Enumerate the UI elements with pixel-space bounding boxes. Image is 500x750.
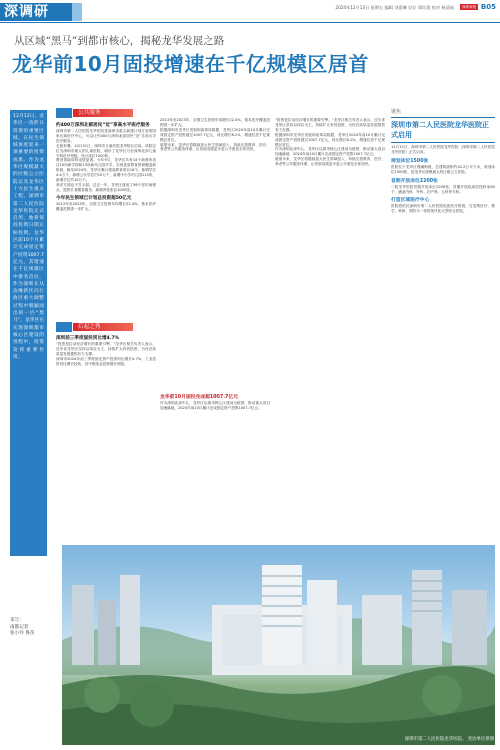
sidebar-paragraph: 二院龙华医院首期开放床位2200张，首期开放临床医技科室65个，涵盖内科、外科、妇产科、儿科等专科。	[391, 184, 495, 194]
masthead-rule	[0, 22, 500, 23]
sidebar-title: 深圳市第二人民医院龙华医院正式启用	[391, 121, 489, 139]
column-2	[160, 118, 270, 152]
paragraph: 教育领域同样成绩显著。今年9月，龙华区共有14个新教育项目10所新学校和13所新幼儿园开学，实现优质教育资源覆盖新阶段。截至2024年，龙华区累计建成教育项目16个，新增学位4.4万个，新增公办学位约10万个，新增中小学幼儿园115所，新增学位约10万个。	[56, 158, 156, 183]
page-number: B05	[480, 3, 496, 11]
paragraph: “投资是拉动经济增长的重要引擎。”龙华区相关负责人表示，近年来龙华区坚持以项目为王，持续扩大有效投资，为经济高质量发展提供有力支撑。	[56, 342, 156, 356]
subhead: 龙华前10月固投完成超1007.7亿元	[160, 395, 238, 400]
paragraph: 展望未来，龙华区将继续加大民生领域投入，持续完善教育、医疗、养老等公共服务体系，让发展成果更多更公平惠及全体居民。	[160, 142, 270, 152]
sidebar-rule	[391, 117, 495, 118]
commentary-text: 12月12日，龙华区一改昨日投资的重要区域。在民生领域再度迎来一项重要的投资成果。作为龙华区规模最大的区级公立医院以及龙华区十大民生重点工程，深圳市第二人民医院龙华医院正式启用，地将保持投资日期正标投资。龙华区前10个月累计完成固定资产投资1007.7亿元，其增速在千亿规模区中排名首位，作为深圳在从边缘新区向行政区重大调整过程中脱颖而出的一匹“黑马”，龙华区在实现深圳都市核心区建设的进程中，投资发挥重要作用。	[13, 114, 44, 360]
sidebar-rule	[391, 142, 495, 143]
paragraph: “投资是拉动经济增长的重要引擎。”龙华区相关负责人表示，近年来龙华区坚持以项目为王，持续扩大有效投资，为经济高质量发展提供有力支撑。	[275, 118, 385, 132]
bylines	[10, 618, 34, 638]
paragraph: 根据深圳市龙华区发展和改革局数据，龙华区2024年前10月累计完成固定资产投资超过1007.7亿元，同比增长8.1%，增速位居千亿规模区首位。	[275, 132, 385, 147]
sidebar-label: 聚焦	[391, 109, 402, 115]
section-label: 公共服务	[78, 110, 101, 116]
paragraph: 根据深圳市龙华区发展和改革局数据，龙华区2024年前10月累计完成固定资产投资超过1007.7亿元，同比增长8.1%，增速位居千亿规模区首位。	[160, 127, 270, 142]
paragraph: 深圳市第二人民医院龙华医院是深圳市重点新建计划打造的国家区域医疗中心，可以让约400万深圳北部居民“近”享高水平医疗服务。	[56, 129, 156, 143]
sidebar-subhead: 首期开放床位2200张	[391, 178, 438, 184]
subhead: 今年民生领域已计划总投资超50亿元	[56, 195, 132, 201]
paper-tag: 深圳商报	[461, 5, 477, 9]
byline-line: 南都记者	[10, 624, 29, 630]
subhead: 深圳前三季度固投同比增4.7%	[56, 336, 120, 341]
section-header-gov	[56, 108, 156, 118]
commentary-box	[10, 110, 47, 556]
sidebar-paragraph: 医院位于龙华区观澜街道，总建筑面积约42.2万平方米，规划床位1500张，是龙华区规模最大的区级公立医院。	[391, 164, 495, 174]
paragraph: 2013年至2023年，全国卫生投资年均增长22.4%，基本医疗覆盖范围进一步扩大。	[56, 201, 156, 211]
paragraph: 无独有偶，10月31日，深圳市儿童医院龙华院区启用。该院定位为深圳市最大的儿童医院，填补了龙华区乃至深圳北部儿童专科医疗短板，设计床位1000张。	[56, 143, 156, 158]
kicker: 从区域“黑马”到都市核心，揭秘龙华发展之路	[14, 35, 225, 47]
paragraph: 2013年至2023年，全国卫生投资年均增长22.4%，基本医疗覆盖范围进一步扩大。	[160, 118, 270, 127]
subhead: 约400万深圳北部居民“近”享高水平医疗服务	[56, 123, 150, 128]
sidebar-intro: 12月12日，深圳市第二人民医院龙华医院（深圳市第二人民医院龙华医院）正式启用。	[391, 145, 495, 154]
section-label: 后起之秀	[78, 324, 101, 330]
paragraph: 养老方面也不甘示弱。过去一年，龙华区建成了56个老年助餐点，提供长者膳食服务，新增养老床位1000张。	[56, 182, 156, 192]
photo-caption: 深圳市第二人民医院龙华医院。 受访单位供图	[404, 737, 494, 742]
paragraph: 深圳市2024年前三季度固定资产投资同比增长4.7%，工业投资同比增长较快，其中制造业投资增长明显。	[56, 356, 156, 366]
column-3	[275, 118, 385, 167]
column-1	[56, 123, 156, 212]
byline-line: 采写：	[10, 618, 24, 623]
sidebar-subhead: 打造区域医疗中心	[391, 198, 430, 204]
byline-line: 张小玲 鲁苗	[10, 631, 35, 637]
paragraph: 展望未来，龙华区将继续加大民生领域投入，持续完善教育、医疗、养老等公共服务体系，让发展成果更多更公平惠及全体居民。	[275, 157, 385, 167]
headline: 龙华前10月固投增速在千亿规模区居首	[12, 52, 369, 76]
sidebar	[391, 108, 495, 214]
column-1-lower	[56, 336, 156, 367]
sidebar-paragraph: 医院将依托深圳市第二人民医院优质医疗资源，打造集医疗、教学、科研、预防为一体的现代化大型综合医院。	[391, 204, 495, 214]
masthead	[0, 0, 500, 22]
paragraph: 作为深圳北部中心，龙华区以都市核心区建设为统领，推动重大项目加速落地，2024年前10月累计完成固定资产投资1007.7亿元。	[275, 147, 385, 157]
hospital-photo	[62, 545, 495, 745]
issue-meta: 2024年12月13日 星期五 编辑 刘嘉琳 设计 郑红霞 校对 杨清丽	[335, 5, 454, 10]
sidebar-subhead: 规划床位1500张	[391, 158, 429, 164]
column-2-lower	[160, 395, 270, 411]
paragraph: 作为深圳北部中心，龙华区以都市核心区建设为统领，推动重大项目加速落地，2024年前10月累计完成固定资产投资1007.7亿元。	[160, 401, 270, 410]
brand-accent	[72, 3, 82, 21]
section-header-trend	[56, 322, 156, 332]
hospital-illustration	[62, 545, 495, 745]
section-brand: 深调研	[0, 3, 72, 21]
